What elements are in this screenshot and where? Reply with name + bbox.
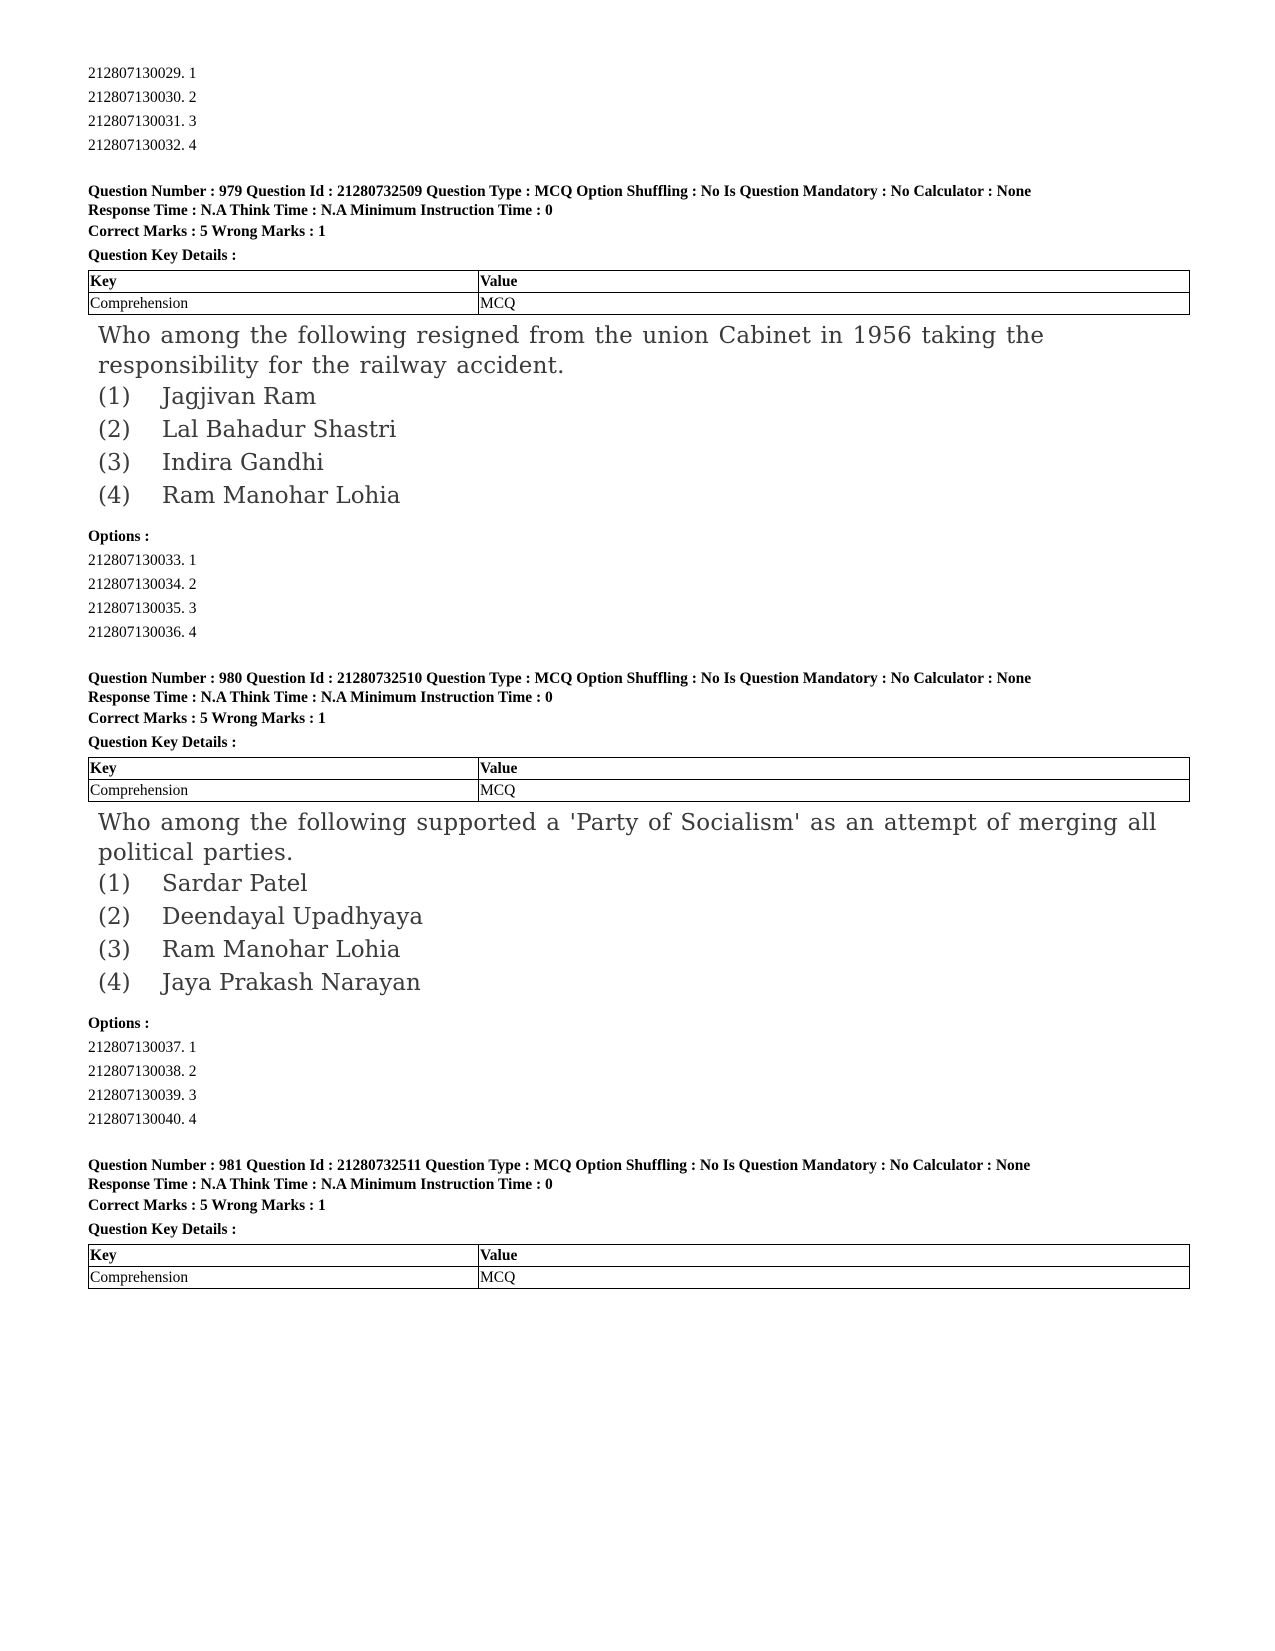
choice-text: Jaya Prakash Narayan [162, 970, 421, 996]
option-item: 212807130038. 2 [88, 1063, 197, 1080]
question-meta-line: Question Number : 979 Question Id : 21280732509 Question Type : MCQ Option Shuffling : No Is Question Mandatory : No Calculator : None [88, 183, 1032, 200]
choice-number: (3) [98, 450, 131, 476]
option-item: 212807130034. 2 [88, 576, 197, 593]
choice-row [98, 868, 1188, 901]
table-cell-value: MCQ [479, 1267, 1190, 1289]
choice-row [98, 934, 1188, 967]
question-image [98, 808, 1188, 1000]
option-item: 212807130031. 3 [88, 113, 197, 130]
option-item: 212807130029. 1 [88, 65, 197, 82]
question-key-table [88, 757, 1190, 802]
option-item: 212807130039. 3 [88, 1087, 197, 1104]
choice-number: (3) [98, 937, 131, 963]
choice-row [98, 901, 1188, 934]
choice-number: (1) [98, 384, 131, 410]
question-key-table [88, 1244, 1190, 1289]
choice-row [98, 967, 1188, 1000]
option-item: 212807130036. 4 [88, 624, 197, 641]
choice-text: Ram Manohar Lohia [162, 483, 401, 509]
question-timing-line: Response Time : N.A Think Time : N.A Minimum Instruction Time : 0 [88, 689, 553, 706]
choice-row [98, 480, 1188, 513]
choice-text: Deendayal Upadhyaya [162, 904, 424, 930]
question-timing-line: Response Time : N.A Think Time : N.A Minimum Instruction Time : 0 [88, 1176, 553, 1193]
choice-text: Lal Bahadur Shastri [162, 417, 397, 443]
question-key-table [88, 270, 1190, 315]
choice-text: Sardar Patel [162, 871, 308, 897]
question-marks: Correct Marks : 5 Wrong Marks : 1 [88, 1197, 326, 1214]
question-key-details-label: Question Key Details : [88, 1221, 237, 1238]
question-block-980 [88, 669, 1188, 1132]
question-block-979 [88, 182, 1188, 645]
choice-text: Jagjivan Ram [162, 384, 317, 410]
table-cell-key: Comprehension [89, 1267, 479, 1289]
option-item: 212807130030. 2 [88, 89, 197, 106]
choice-number: (2) [98, 417, 131, 443]
choice-number: (2) [98, 904, 131, 930]
choice-text: Ram Manohar Lohia [162, 937, 401, 963]
choice-number: (4) [98, 483, 131, 509]
table-cell-key: Comprehension [89, 293, 479, 315]
table-header-value: Value [479, 1245, 1190, 1267]
question-timing-line: Response Time : N.A Think Time : N.A Minimum Instruction Time : 0 [88, 202, 553, 219]
option-item: 212807130033. 1 [88, 552, 197, 569]
table-header-key: Key [89, 1245, 479, 1267]
table-header-value: Value [479, 271, 1190, 293]
option-item: 212807130032. 4 [88, 137, 197, 154]
options-label: Options : [88, 528, 150, 545]
choice-number: (4) [98, 970, 131, 996]
question-key-details-label: Question Key Details : [88, 734, 237, 751]
table-cell-key: Comprehension [89, 780, 479, 802]
question-marks: Correct Marks : 5 Wrong Marks : 1 [88, 710, 326, 727]
table-header-key: Key [89, 271, 479, 293]
choice-row [98, 381, 1188, 414]
choice-number: (1) [98, 871, 131, 897]
option-item: 212807130035. 3 [88, 600, 197, 617]
previous-options-list [88, 62, 1188, 158]
document-page [88, 62, 1188, 1289]
question-key-details-label: Question Key Details : [88, 247, 237, 264]
question-block-981 [88, 1156, 1188, 1289]
table-header-key: Key [89, 758, 479, 780]
question-meta-line: Question Number : 981 Question Id : 21280732511 Question Type : MCQ Option Shuffling : No Is Question Mandatory : No Calculator : None [88, 1157, 1031, 1174]
option-item: 212807130040. 4 [88, 1111, 197, 1128]
question-text: Who among the following supported a 'Party of Socialism' as an attempt of merging all political parties. [98, 810, 1157, 866]
options-label: Options : [88, 1015, 150, 1032]
choice-row [98, 447, 1188, 480]
question-meta-line: Question Number : 980 Question Id : 21280732510 Question Type : MCQ Option Shuffling : No Is Question Mandatory : No Calculator : None [88, 670, 1032, 687]
table-cell-value: MCQ [479, 780, 1190, 802]
choice-text: Indira Gandhi [162, 450, 324, 476]
option-item: 212807130037. 1 [88, 1039, 197, 1056]
choice-row [98, 414, 1188, 447]
question-marks: Correct Marks : 5 Wrong Marks : 1 [88, 223, 326, 240]
question-text: Who among the following resigned from the union Cabinet in 1956 taking the responsibility for the railway accident. [98, 323, 1045, 379]
table-header-value: Value [479, 758, 1190, 780]
question-image [98, 321, 1188, 513]
table-cell-value: MCQ [479, 293, 1190, 315]
